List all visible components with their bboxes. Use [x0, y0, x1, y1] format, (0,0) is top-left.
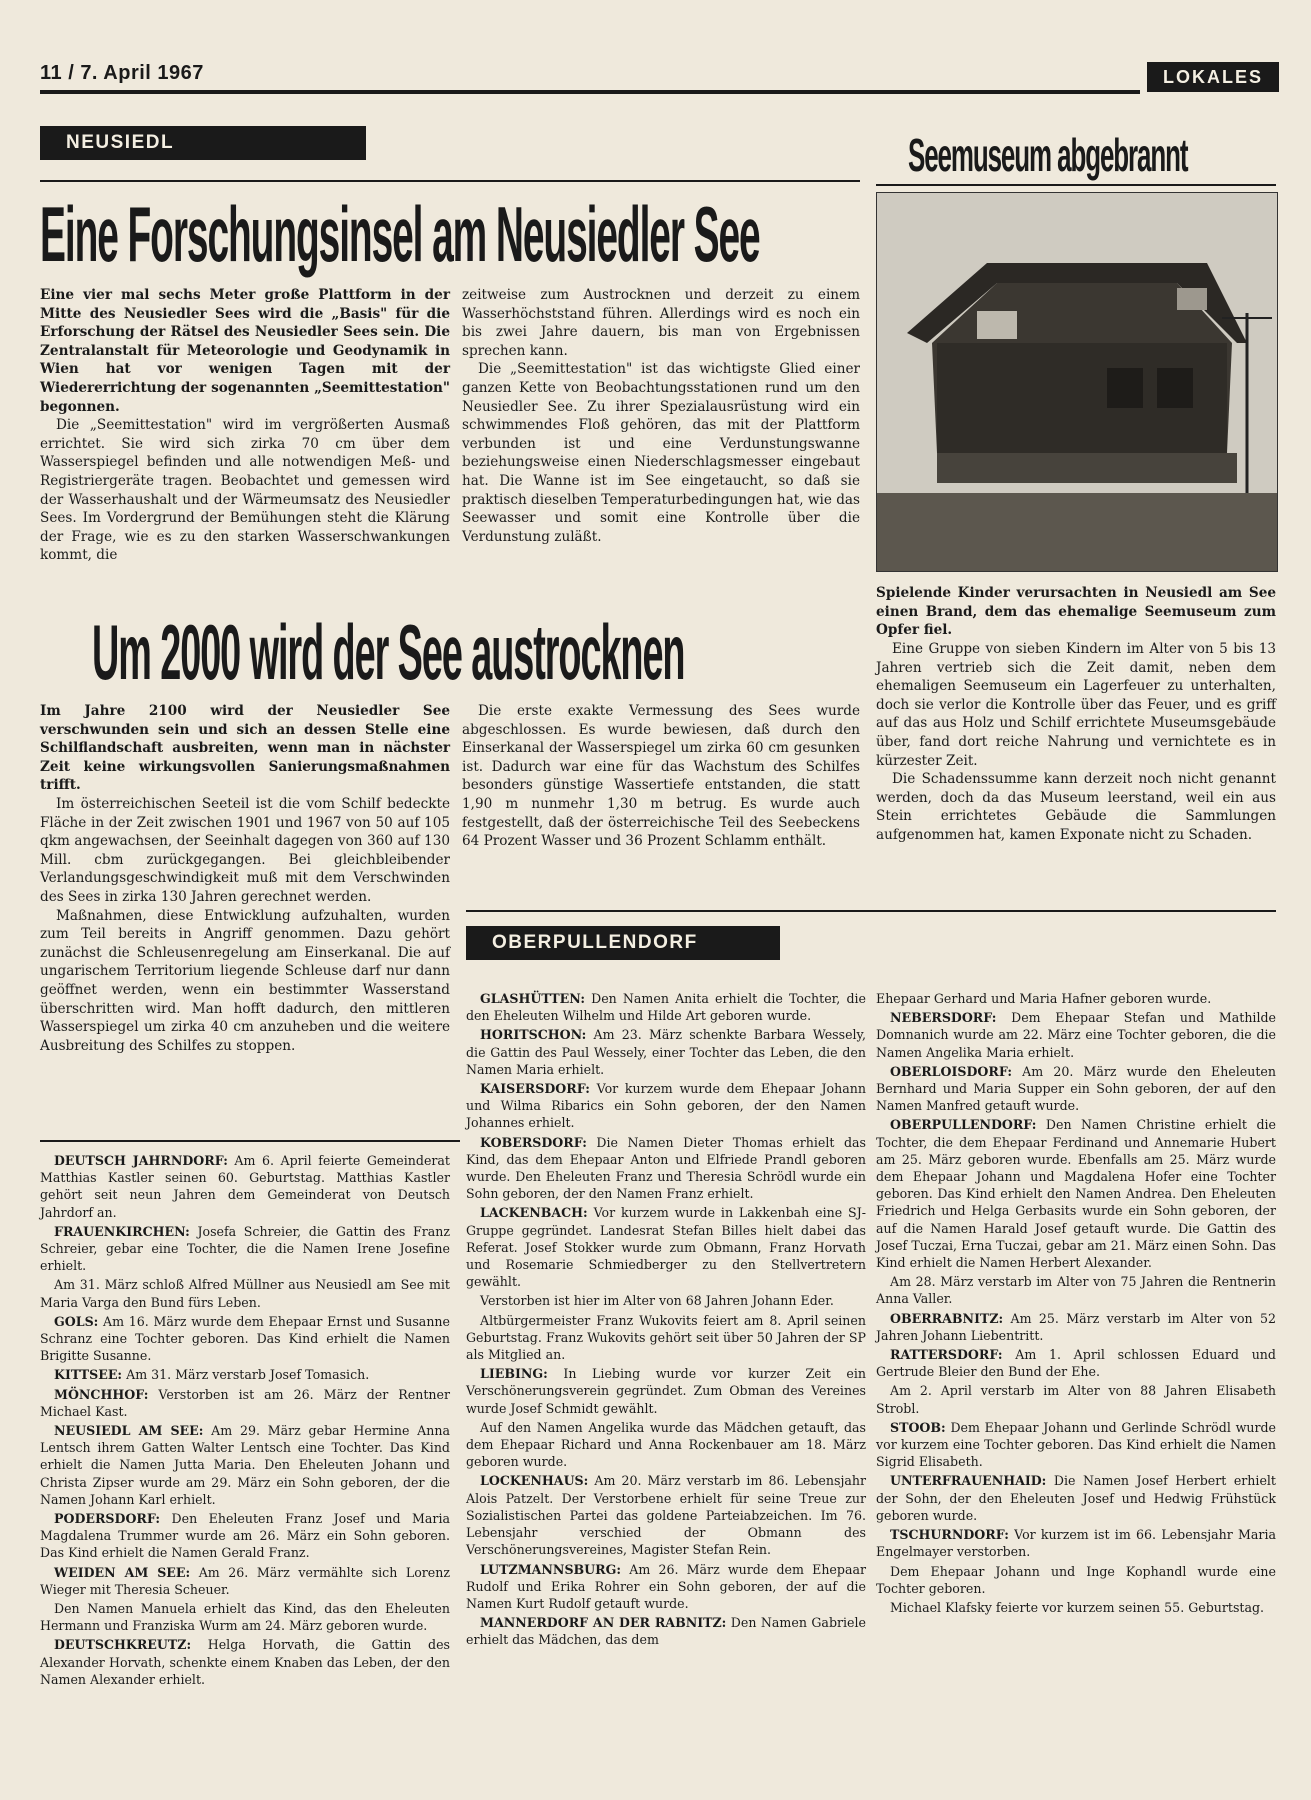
- news-item: [40, 1510, 450, 1562]
- news-text: Am 25. März verstarb im Alter von 52 Jahren Johann Liebentritt.: [876, 1310, 1276, 1343]
- news-item: [466, 1080, 866, 1132]
- news-place: OBERRABNITZ:: [890, 1310, 1004, 1326]
- news-place: KITTSEE:: [54, 1367, 123, 1383]
- news-text: Dem Ehepaar Stefan und Mathilde Domnanich wurde am 22. März eine Tochter geboren, die die Namen Angelika Maria erhielt.: [876, 1010, 1276, 1060]
- news-text: Am 31. März verstarb Josef Tomasich.: [126, 1367, 370, 1383]
- news-place: LACKENBACH:: [480, 1205, 588, 1221]
- news-text: Am 2. April verstarb im Alter von 88 Jahren Elisabeth Strobl.: [876, 1383, 1276, 1416]
- news-place: HORITSCHON:: [480, 1027, 587, 1043]
- news-text: Altbürgermeister Franz Wukovits feiert am 8. April seinen Geburtstag. Franz Wukovits gehört seit über 50 Jahren der SP als Mitglied an.: [466, 1312, 866, 1363]
- section-rule: [466, 910, 1276, 912]
- news-text: Josefa Schreier, die Gattin des Franz Schreier, gebar eine Tochter, die die Namen Irene Josefine erhielt.: [40, 1223, 450, 1274]
- headline-forschungsinsel: Eine Forschungsinsel am Neusiedler See: [40, 191, 760, 279]
- news-item: [40, 1636, 450, 1688]
- news-item: [466, 1561, 866, 1613]
- news-text: Am 20. März wurde den Eheleuten Bernhard und Maria Supper ein Sohn geboren, der auf den Namen Manfred getauft wurde.: [876, 1063, 1276, 1114]
- news-place: LUTZMANNSBURG:: [480, 1561, 622, 1577]
- news-text: Dem Ehepaar Johann und Gerlinde Schrödl wurde vor kurzem eine Tochter geboren. Das Kind erhielt die Namen Sigrid Elisabeth.: [876, 1419, 1276, 1470]
- news-item: [876, 1273, 1276, 1307]
- news-item: [876, 1009, 1276, 1061]
- news-text: Dem Ehepaar Johann und Inge Kophandl wurde eine Tochter geboren.: [876, 1563, 1276, 1596]
- news-place: PODERSDORF:: [54, 1511, 161, 1527]
- news-place: FRAUENKIRCHEN:: [54, 1223, 190, 1239]
- news-item: [40, 1313, 450, 1365]
- news-item: [466, 1472, 866, 1558]
- article-seemuseum: [876, 640, 1276, 845]
- news-list-oberpullendorf-col2: [876, 990, 1276, 1618]
- article-paragraph: Im österreichischen Seeteil ist die vom Schilf bedeckte Fläche in der Zeit zwischen 1901 und 1967 von 50 auf 105 qkm angewachsen, der Seeinhalt dagegen von 360 auf 130 Mill. cbm zurückgegangen. Bei gleichbleibender Verlandungsgeschwindigkeit muß mit dem Verschwinden des Sees in zirka 130 Jahren gerechnet werden.: [40, 795, 450, 905]
- news-place: LOCKENHAUS:: [480, 1473, 589, 1489]
- article-lead: Im Jahre 2100 wird der Neusiedler See verschwunden sein und sich an dessen Stelle eine Schilflandschaft ausbreiten, wenn man in nächster Zeit keine wirkungsvollen Sanierungsmaßnahmen trifft.: [40, 703, 450, 794]
- news-place: MÖNCHHOF:: [54, 1386, 149, 1402]
- news-list-neusiedl: [40, 1152, 450, 1690]
- article-austrocknen-col2: [462, 702, 860, 851]
- news-text: Ehepaar Gerhard und Maria Hafner geboren wurde.: [876, 991, 1212, 1006]
- news-text: Den Namen Gabriele erhielt das Mädchen, das dem: [466, 1615, 866, 1648]
- news-place: DEUTSCHKREUTZ:: [54, 1637, 192, 1653]
- news-item: [466, 1026, 866, 1078]
- news-item: [40, 1152, 450, 1221]
- section-rule: [876, 184, 1276, 186]
- section-rule: [40, 180, 860, 182]
- news-item: [466, 1614, 866, 1648]
- news-text: Den Namen Christine erhielt die Tochter, die dem Ehepaar Ferdinand und Annemarie Hubert am 25. März geboren wurde. Ebenfalls am 25. März wurde dem Ehepaar Johann und Magdalena Hofer eine Tochter geboren. Das Kind erhielt den Namen Andrea. Den Eheleuten Friedrich und Helga Gerbasits wurde ein Sohn geboren, der auf die Namen Harald Josef getauft wurde. Die Gattin des Josef Tuczai, Erna Tuczai, gebar am 21. März einen Sohn. Das Kind erhielt die Namen Herbert Alexander.: [876, 1117, 1276, 1271]
- news-item: [466, 990, 866, 1024]
- news-place: OBERLOISDORF:: [890, 1063, 1012, 1079]
- photo-caption: Spielende Kinder verursachten in Neusiedl am See einen Brand, dem das ehemalige Seemuseum zum Opfer fiel.: [876, 585, 1276, 639]
- news-place: KAISERSDORF:: [480, 1081, 590, 1097]
- news-text: Am 28. März verstarb im Alter von 75 Jahren die Rentnerin Anna Valler.: [876, 1274, 1276, 1307]
- news-item: [466, 1312, 866, 1364]
- news-place: RATTERSDORF:: [890, 1347, 1003, 1363]
- news-text: Verstorben ist hier im Alter von 68 Jahren Johann Eder.: [480, 1293, 834, 1309]
- news-text: Am 23. März schenkte Barbara Wessely, die Gattin des Paul Wessely, einer Tochter das Leben, die den Namen Maria erhielt.: [466, 1027, 867, 1077]
- news-text: Die Namen Dieter Thomas erhielt das Kind, das dem Ehepaar Anton und Elfriede Prandl geboren wurde. Den Eheleuten Franz und Theresia Schrödl wurde ein Sohn geboren, der den Namen Franz erhielt.: [466, 1134, 866, 1202]
- news-place: DEUTSCH JAHRNDORF:: [54, 1153, 228, 1168]
- news-text: Am 1. April schlossen Eduard und Gertrude Bleier den Bund der Ehe.: [876, 1347, 1276, 1380]
- section-rubric: LOKALES: [1147, 62, 1279, 92]
- issue-date-line: 11 / 7. April 1967: [40, 62, 204, 84]
- news-item: [40, 1276, 450, 1310]
- news-text: Vor kurzem wurde in Lakkenbah eine SJ-Gruppe gegründet. Landesrat Stefan Billes hielt dabei das Referat. Josef Stokker wurde zum Obmann, Franz Horvath und Rosemarie Schmiedberger zu den Stellvertretern gewählt.: [466, 1205, 866, 1290]
- section-rule: [40, 1140, 460, 1142]
- news-text: Am 16. März wurde dem Ehepaar Ernst und Susanne Schranz eine Tochter geboren. Das Kind erhielt die Namen Brigitte Susanne.: [40, 1313, 450, 1364]
- news-text: Am 20. März verstarb im 86. Lebensjahr Alois Patzelt. Der Verstorbene erhielt für seine Treue zur Sozialistischen Partei das goldene Parteiabzeichen. Im 76. Lebensjahr verschied der Obmann des Verschönerungsvereines, Magister Stefan Rein.: [466, 1473, 866, 1558]
- news-item: [876, 1116, 1276, 1271]
- article-paragraph: Die „Seemittestation" wird im vergrößerten Ausmaß errichtet. Sie wird sich zirka 70 cm über dem Wasserspiegel befinden und alle notwendigen Meß- und Registriergeräte tragen. Beobachtet und gemessen wird der Wasserhaushalt und der Wärmeumsatz des Neusiedler Sees. Im Vordergrund der Bemühungen steht die Klärung der Frage, wie es zu den starken Wasserschwankungen kommt, die: [40, 417, 450, 564]
- news-item: [876, 1526, 1276, 1560]
- article-forschungsinsel-col2: [462, 286, 860, 546]
- news-text: Am 26. März wurde dem Ehepaar Rudolf und Erika Rohrer ein Sohn geboren, der auf die Namen Kurt Rudolf getauft wurde.: [466, 1561, 866, 1611]
- news-place: TSCHURNDORF:: [890, 1527, 1009, 1543]
- headline-austrocknen: Um 2000 wird der See austrocknen: [92, 609, 685, 697]
- article-lead: Eine vier mal sechs Meter große Plattform in der Mitte des Neusiedler Sees wird die „Basis" für die Erforschung der Rätsel des Neusiedler Sees sein. Die Zentralanstalt für Meteorologie und Geodynamik in Wien hat vor wenigen Tagen mit der Wiedererrichtung der sogenannten „Seemittestation" begonnen.: [40, 287, 450, 415]
- headline-seemuseum: Seemuseum abgebrannt: [908, 128, 1188, 182]
- news-place: GLASHÜTTEN:: [480, 991, 585, 1006]
- news-list-oberpullendorf-col1: [466, 990, 866, 1651]
- news-item: [876, 1063, 1276, 1115]
- news-place: OBERPULLENDORF:: [890, 1117, 1037, 1133]
- news-item: [466, 1204, 866, 1290]
- news-item: [40, 1223, 450, 1275]
- region-tag-neusiedl: NEUSIEDL: [40, 126, 366, 160]
- news-text: Verstorben ist am 26. März der Rentner Michael Kast.: [40, 1386, 450, 1419]
- article-paragraph: Eine Gruppe von sieben Kindern im Alter von 5 bis 13 Jahren vertrieb sich die Zeit damit, neben dem ehemaligen Seemuseum ein Lagerfeuer zu unterhalten, doch sie verlor die Kontrolle über das Feuer, und es griff auf das aus Holz und Schilf errichtete Museumsgebäude über, fand dort reiche Nahrung und vernichtete es in kürzester Zeit.: [876, 641, 1276, 769]
- news-item: [40, 1422, 450, 1508]
- news-place: MANNERDORF AN DER RABNITZ:: [480, 1615, 727, 1631]
- news-place: KOBERSDORF:: [480, 1134, 587, 1150]
- news-item: [876, 1310, 1276, 1344]
- article-paragraph: Die erste exakte Vermessung des Sees wurde abgeschlossen. Es wurde bewiesen, daß durch den Einserkanal der Wasserspiegel um zirka 60 cm gesunken ist. Dadurch war eine für das Wachstum des Schilfes besonders günstige Wassertiefe entstanden, die statt 1,90 m nunmehr 1,30 m betrug. Es wurde auch festgestellt, daß der österreichische Teil des Seebeckens 64 Prozent Wasser und 36 Prozent Schlamm enthält.: [462, 703, 860, 850]
- header-rule: [40, 90, 1140, 94]
- news-item: [466, 1365, 866, 1417]
- news-item: [40, 1366, 450, 1383]
- news-item: [876, 1419, 1276, 1471]
- news-item: [466, 1419, 866, 1471]
- news-place: UNTERFRAUENHAID:: [890, 1473, 1047, 1489]
- news-item: [876, 1346, 1276, 1380]
- news-text: In Liebing wurde vor kurzer Zeit ein Verschönerungsverein gegründet. Zum Obman des Vereines wurde Josef Schmidt gewählt.: [466, 1366, 866, 1416]
- news-place: GOLS:: [54, 1313, 99, 1329]
- news-text: Helga Horvath, die Gattin des Alexander Horvath, schenkte einem Knaben das Leben, der den Namen Alexander erhielt.: [40, 1637, 450, 1687]
- museum-house-illustration: [877, 193, 1277, 571]
- article-paragraph: zeitweise zum Austrocknen und derzeit zu einem Wasserhöchststand führen. Allerdings wird es noch ein bis zwei Jahre dauern, bis man von Ergebnissen sprechen kann.: [462, 287, 860, 359]
- news-text: Am 26. März vermählte sich Lorenz Wieger mit Theresia Scheuer.: [40, 1564, 450, 1597]
- region-tag-oberpullendorf: OBERPULLENDORF: [466, 926, 780, 960]
- news-place: WEIDEN AM SEE:: [54, 1564, 191, 1580]
- news-place: LIEBING:: [480, 1366, 548, 1382]
- news-item: [466, 1134, 866, 1203]
- news-text: Den Namen Anita erhielt die Tochter, die den Eheleuten Wilhelm und Hilde Art geboren wurde.: [466, 991, 866, 1024]
- news-text: Am 31. März schloß Alfred Müllner aus Neusiedl am See mit Maria Varga den Bund fürs Leben.: [40, 1277, 450, 1310]
- news-item: [876, 1382, 1276, 1416]
- news-item: [876, 1563, 1276, 1597]
- news-text: Michael Klafsky feierte vor kurzem seinen 55. Geburtstag.: [890, 1599, 1265, 1615]
- article-paragraph: Die „Seemittestation" ist das wichtigste Glied einer ganzen Kette von Beobachtungsstationen rund um den Neusiedler See. Zu ihrer Spezialausrüstung wird ein schwimmendes Floß gehören, das mit der Plattform verbunden ist und eine Verdunstungswanne beziehungsweise einen Niederschlagsmesser eingebaut hat. Die Wanne ist im See eingetaucht, so daß sie praktisch dieselben Temperaturbedingungen hat, wie das Seewasser und somit eine Kontrolle über die Verdunstung zuläßt.: [462, 361, 860, 545]
- news-item: [876, 1472, 1276, 1524]
- news-text: Den Eheleuten Franz Josef und Maria Magdalena Trummer wurde am 26. März ein Sohn geboren. Das Kind erhielt die Namen Gerald Franz.: [40, 1511, 450, 1561]
- article-paragraph: Maßnahmen, diese Entwicklung aufzuhalten, wurden zum Teil bereits in Angriff genommen. Dazu gehört zunächst die Schleusenregelung am Einserkanal. Die auf ungarischem Territorium liegende Schleuse darf nur dann geöffnet werden, wenn ein bestimmter Wasserstand überschritten wird. Man hofft dadurch, den mittleren Wasserspiegel um zirka 40 cm anzuheben und die weitere Ausbreitung des Schilfes zu stoppen.: [40, 907, 450, 1054]
- news-item: [876, 990, 1276, 1007]
- news-text: Die Namen Josef Herbert erhielt der Sohn, der den Eheleuten Josef und Hedwig Frühstück geboren wurde.: [876, 1473, 1276, 1523]
- news-text: Am 29. März gebar Hermine Anna Lentsch ihrem Gatten Walter Lentsch eine Tochter. Das Kind erhielt die Namen Jutta Maria. Den Eheleuten Johann und Christa Zipser wurde am 29. März ein Sohn geboren, der die Namen Johann Karl erhielt.: [40, 1423, 450, 1507]
- article-austrocknen-col1: [40, 702, 450, 1055]
- news-text: Den Namen Manuela erhielt das Kind, das den Eheleuten Hermann und Franziska Wurm am 24. März geboren wurde.: [40, 1601, 450, 1634]
- news-place: NEUSIEDL AM SEE:: [54, 1423, 204, 1439]
- news-item: [40, 1600, 450, 1634]
- news-text: Vor kurzem ist im 66. Lebensjahr Maria Engelmayer verstorben.: [876, 1527, 1276, 1560]
- article-forschungsinsel-col1: [40, 286, 450, 565]
- news-text: Vor kurzem wurde dem Ehepaar Johann und Wilma Ribarics ein Sohn geboren, der den Namen Johannes erhielt.: [466, 1081, 866, 1131]
- news-item: [40, 1386, 450, 1420]
- news-item: [466, 1292, 866, 1309]
- news-item: [876, 1599, 1276, 1616]
- article-paragraph: Die Schadenssumme kann derzeit noch nicht genannt werden, doch da das Museum leerstand, weil ein aus Stein errichtetes Gebäude die Sammlungen aufgenommen hat, kamen Exponate nicht zu Schaden.: [876, 771, 1276, 843]
- news-item: [40, 1564, 450, 1598]
- news-text: Auf den Namen Angelika wurde das Mädchen getauft, das dem Ehepaar Richard und Anna Rockenbauer am 18. März geboren wurde.: [466, 1419, 866, 1470]
- news-place: NEBERSDORF:: [890, 1010, 997, 1026]
- news-place: STOOB:: [890, 1419, 946, 1435]
- museum-photo: [876, 192, 1278, 572]
- news-text: Am 6. April feierte Gemeinderat Matthias Kastler seinen 60. Geburtstag. Matthias Kastler gehört seit neun Jahren dem Gemeinderat von Deutsch Jahrdorf an.: [40, 1153, 450, 1220]
